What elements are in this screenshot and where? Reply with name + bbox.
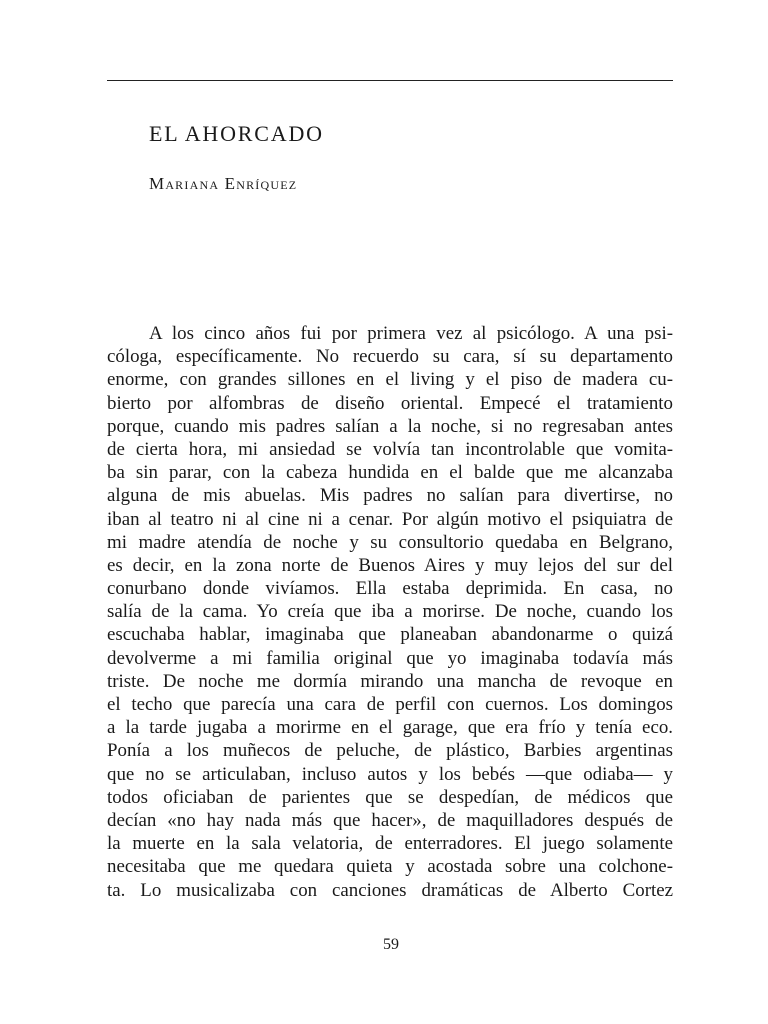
body-line: el techo que parecía una cara de perfil con cuernos. Los domingos	[107, 694, 673, 715]
body-line: escuchaba hablar, imaginaba que planeaban abandonarme o quizá	[107, 624, 673, 646]
body-line: conurbano donde vivíamos. Ella estaba deprimida. En casa, no	[107, 578, 673, 600]
body-line: cóloga, específicamente. No recuerdo su cara, sí su departamento	[107, 346, 673, 368]
body-line: A los cinco años fui por primera vez al psicólogo. A una psi-	[149, 323, 673, 344]
body-line: de cierta hora, mi ansiedad se volvía tan incontrolable que vomita-	[107, 438, 673, 460]
body-line: la muerte en la sala velatoria, de enterradores. El juego solamente	[107, 833, 673, 855]
body-line: es decir, en la zona norte de Buenos Aires y muy lejos del sur del	[107, 554, 673, 576]
body-line: Ponía a los muñecos de peluche, de plástico, Barbies argentinas	[107, 740, 673, 762]
body-line: mi madre atendía de noche y su consultorio quedaba en Belgrano,	[107, 531, 673, 553]
body-line: a la tarde jugaba a morirme en el garage, que era frío y tenía eco.	[107, 717, 673, 739]
page-number: 59	[383, 936, 399, 953]
body-line: porque, cuando mis padres salían a la noche, si no regresaban antes	[107, 415, 673, 437]
body-line: necesitaba que me quedara quieta y acostada sobre una colchone-	[107, 856, 673, 878]
body-line: que no se articulaban, incluso autos y los bebés —que odiaba— y	[107, 763, 673, 785]
body-line: devolverme a mi familia original que yo imaginaba todavía más	[107, 647, 673, 669]
body-line: triste. De noche me dormía mirando una mancha de revoque en	[107, 670, 673, 692]
body-line: enorme, con grandes sillones en el living y el piso de madera cu-	[107, 369, 673, 391]
body-line: salía de la cama. Yo creía que iba a morirse. De noche, cuando los	[107, 601, 673, 623]
body-line: bierto por alfombras de diseño oriental. Empecé el tratamiento	[107, 392, 673, 414]
chapter-author: Mariana Enríquez	[149, 174, 298, 193]
body-line: ba sin parar, con la cabeza hundida en el balde que me alcanzaba	[107, 462, 673, 484]
body-line: todos oficiaban de parientes que se despedían, de médicos que	[107, 786, 673, 808]
body-line: iban al teatro ni al cine ni a cenar. Por algún motivo el psiquiatra de	[107, 508, 673, 530]
header-rule	[107, 80, 673, 81]
body-line: alguna de mis abuelas. Mis padres no salían para divertirse, no	[107, 485, 673, 507]
chapter-title: EL AHORCADO	[149, 121, 324, 146]
body-line: decían «no hay nada más que hacer», de maquilladores después de	[107, 809, 673, 831]
body-line: ta. Lo musicalizaba con canciones dramáticas de Alberto Cortez	[107, 879, 673, 901]
body-paragraph	[107, 322, 673, 902]
